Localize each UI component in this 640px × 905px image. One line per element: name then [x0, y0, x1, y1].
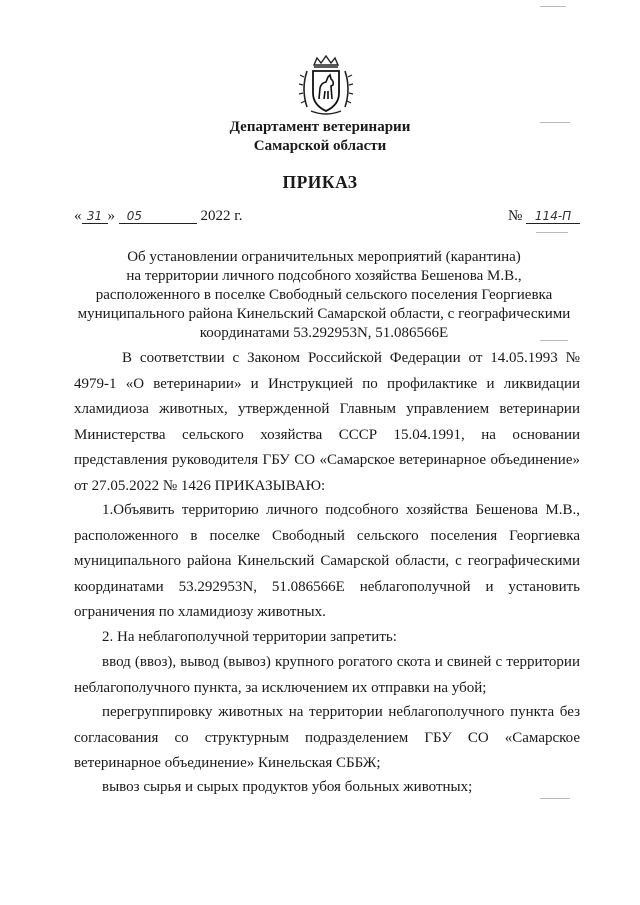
subject-line: муниципального района Кинельский Самарской области, с географическими [77, 306, 571, 322]
document-title: ПРИКАЗ [282, 172, 358, 192]
ban-2-paragraph: перегруппировку животных на территории неблагополучного пункта без согласования со структурным подразделением ГБУ СО «Самарское ветеринарное объединение» Кинельская СББЖ; [74, 704, 580, 771]
subject-line: Об установлении ограничительных мероприятий (карантина) [127, 249, 521, 265]
department-name-line1: Департамент ветеринарии [229, 119, 411, 135]
item-1-paragraph: 1.Объявить территорию личного подсобного хозяйства Бешенова М.В., расположенного в поселке Свободный сельского поселения Георгиевка муниципального района Кинельский Самарской области, с географическими координатами 53.292953N, 51.086566E неблагополучной и установить ограничения по хламидиозу животных. [74, 502, 580, 620]
date-open-quote: « [74, 208, 82, 224]
samara-coat-of-arms-icon [297, 55, 355, 117]
ban-3-paragraph: вывоз сырья и сырых продуктов убоя больных животных; [102, 779, 473, 795]
scan-mark [540, 798, 570, 799]
subject-line: координатами 53.292953N, 51.086566E [199, 325, 449, 341]
preamble-paragraph: В соответствии с Законом Российской Федерации от 14.05.1993 № 4979-1 «О ветеринарии» и Инструкцией по профилактике и ликвидации хламидиоза животных, утвержденной Главным управлением ветеринарии Министерства сельского хозяйства СССР 15.04.1991, на основании представления руководителя ГБУ СО «Самарское ветеринарное объединение» от 27.05.2022 № 1426 ПРИКАЗЫВАЮ: [74, 350, 580, 494]
date-day: 31 [82, 209, 108, 224]
number-label: № [508, 208, 523, 224]
item-2-paragraph: 2. На неблагополучной территории запретить: [102, 629, 397, 645]
scan-mark [540, 6, 566, 7]
scan-mark [536, 232, 568, 233]
order-subject [66, 248, 582, 343]
date-month: 05 [119, 209, 197, 224]
scan-mark [540, 122, 570, 123]
scan-mark [540, 340, 568, 341]
order-date [74, 208, 242, 225]
department-name-line2: Самарской области [253, 138, 387, 154]
subject-line: на территории личного подсобного хозяйства Бешенова М.В., [126, 268, 522, 284]
date-year: 2022 г. [200, 208, 243, 224]
number-value: 114-П [526, 209, 580, 224]
ban-1-paragraph: ввод (ввоз), вывод (вывоз) крупного рогатого скота и свиней с территории неблагополучного пункта, за исключением их отправки на убой; [74, 654, 580, 696]
date-close-quote: » [107, 208, 115, 224]
subject-line: расположенного в поселке Свободный сельского поселения Георгиевка [95, 287, 553, 303]
order-number [508, 208, 580, 225]
